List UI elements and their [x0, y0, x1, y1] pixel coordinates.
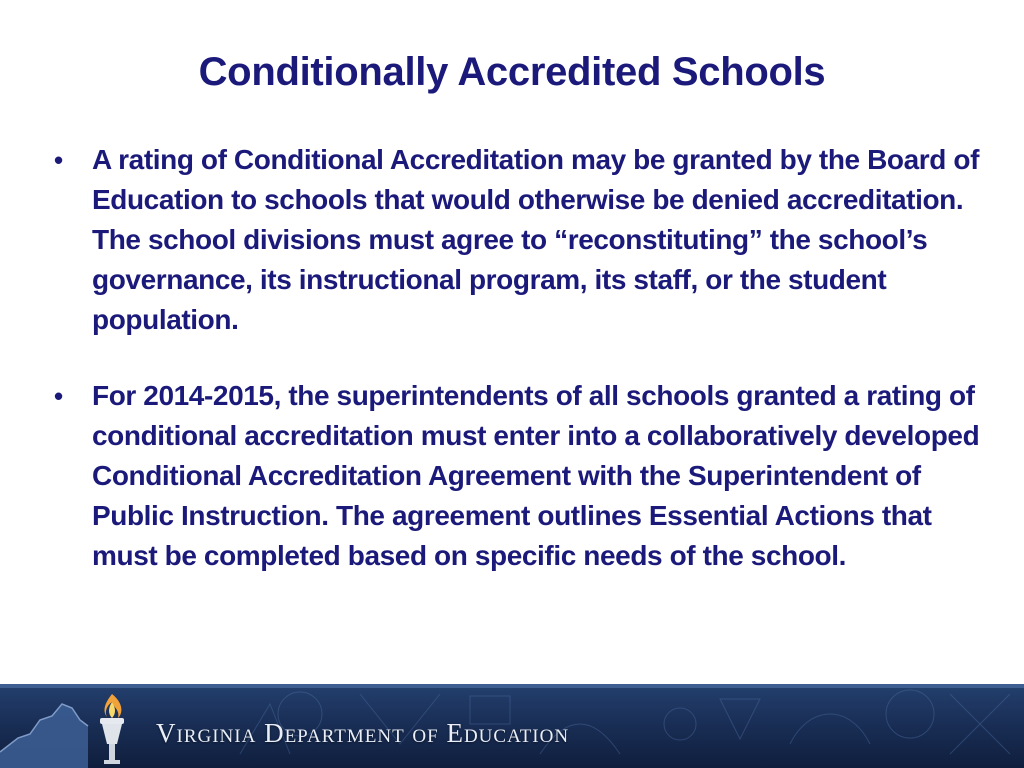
- bullet-item: [48, 376, 998, 576]
- bullet-text: A rating of Conditional Accreditation may be granted by the Board of Education to schools that would otherwise be denied accreditation. The school divisions must agree to “reconstituting” the school’s governance, its instructional program, its staff, or the student population.: [92, 144, 980, 335]
- torch-icon: [84, 692, 140, 768]
- department-name: Virginia Department of Education: [156, 718, 570, 748]
- bullet-item: [48, 140, 998, 340]
- slide-title: Conditionally Accredited Schools: [198, 50, 826, 94]
- bullet-list: [48, 140, 998, 576]
- bullet-marker: •: [54, 145, 63, 175]
- virginia-state-icon: [0, 690, 90, 768]
- bullet-marker: •: [54, 381, 63, 411]
- footer-banner: [0, 684, 1024, 768]
- bullet-text: For 2014-2015, the superintendents of all schools granted a rating of conditional accreditation must enter into a collaboratively developed Conditional Accreditation Agreement with the Superintendent of Public Instruction. The agreement outlines Essential Actions that must be completed based on specific needs of the school.: [92, 380, 980, 571]
